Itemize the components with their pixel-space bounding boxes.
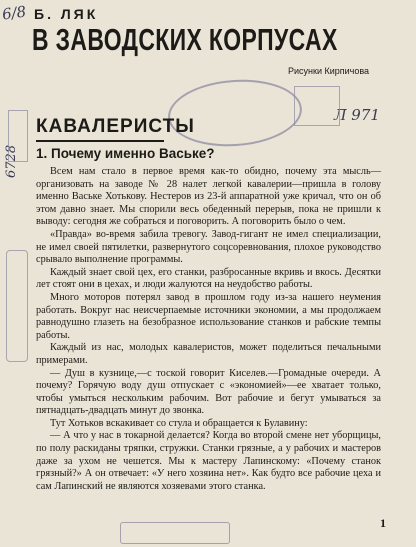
paragraph: «Правда» во-время забила тревогу. Завод-гигант не имел специализации, не имел своей пятилетки, развернутого соцсоревнования, плохое руководство срывало выполнение программы. bbox=[36, 228, 381, 266]
library-stamp-oval bbox=[166, 75, 304, 150]
side-stamp-small bbox=[8, 110, 28, 162]
body-text bbox=[36, 166, 381, 493]
paragraph: Много моторов потерял завод в прошлом году из-за нашего неумения работать. Вокруг нас неисчерпаемые источники экономии, а мы продолжаем равнодушно глазеть на безобразное использование станков и рабские темпы работы. bbox=[36, 291, 381, 341]
handwritten-mark-side: 6728 bbox=[4, 144, 19, 178]
library-stamp-bottom bbox=[120, 522, 230, 544]
handwritten-mark-top-left: 6/8 bbox=[0, 2, 28, 24]
paragraph: Тут Хотьков вскакивает со стула и обращается к Булавину: bbox=[50, 417, 308, 429]
paragraph: — А что у нас в токарной делается? Когда во второй смене нет уборщицы, по полу раскиданы тряпки, стружки. Станки грязные, а у рабочих и мастеров даже за ухом не чешется. Мы к мастеру Лапинскому: «Почему станок грязный?» А он отвечает: «У него хозяина нет». Как будто все рабочие цеха и сам Лапинский не являются хозяевами этого станка. bbox=[36, 430, 381, 492]
section-rule bbox=[36, 140, 164, 142]
page-number: 1 bbox=[380, 516, 386, 530]
paragraph: — Душ в кузнице,—с тоской говорит Киселев.—Громадные очереди. А почему? Горячую воду душ отпускает с «экономией»—ее хватает только, чтобы умыться нескольким рабочим. Вот рабочие и бегут умываться за пятнадцать-двадцать минут до звонка. bbox=[36, 367, 381, 417]
paragraph: Всем нам стало в первое время как-то обидно, почему эта мысль—организовать на заводе № 28 налет легкой кавалерии—пришла в голову именно Ваське Хотькову. Нестеров из 23-й аппаратной уже кричал, что он об этом давно знает. Мы спорили весь обеденный перерыв, пока не пришли к выводу: сегодня же собраться и поговорить. А поговорить было о чем. bbox=[36, 166, 381, 228]
library-stamp-side bbox=[6, 250, 28, 362]
handwritten-mark-top-right: Л 971 bbox=[334, 106, 380, 124]
chapter-subtitle: 1. Почему именно Ваське? bbox=[36, 146, 215, 161]
illustrator-credit: Рисунки Кирпичова bbox=[288, 66, 370, 76]
book-title: В ЗАВОДСКИХ КОРПУСАХ bbox=[32, 22, 338, 57]
paragraph: Каждый из нас, молодых кавалеристов, может поделиться печальными примерами. bbox=[36, 342, 381, 366]
inventory-stamp bbox=[294, 86, 340, 126]
paragraph: Каждый знает свой цех, его станки, разбросанные вкривь и вкось. Десятки лет стоят они в цехах, и люди жалуются на неудобство работы. bbox=[36, 266, 381, 291]
section-title: КАВАЛЕРИСТЫ bbox=[36, 116, 195, 137]
author-name: Б. ЛЯК bbox=[34, 6, 99, 22]
